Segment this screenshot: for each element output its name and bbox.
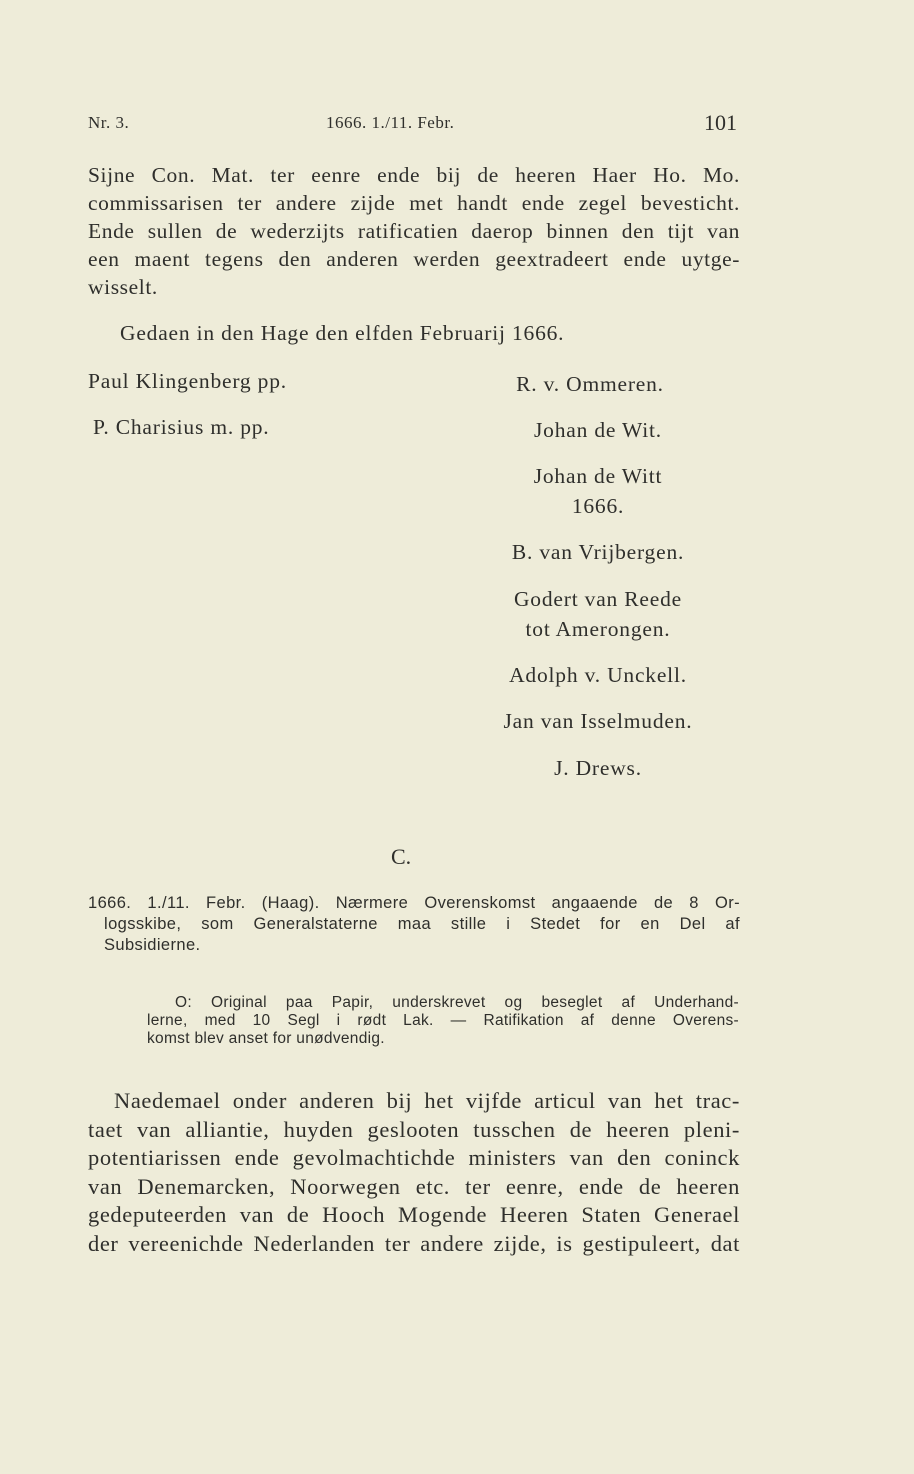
text-line: potentiarissen ende gevolmachtichde ministers van den coninck — [88, 1145, 740, 1170]
page-number: 101 — [704, 110, 737, 135]
main-paragraph — [88, 1087, 740, 1258]
text-line: Naedemael onder anderen bij het vijfde articul van het trac- — [114, 1088, 740, 1113]
text-line: gedeputeerden van de Hooch Mogende Heeren Staten Generael — [88, 1202, 740, 1227]
text-line: logsskibe, som Generalstaterne maa stille i Stedet for en Del af — [104, 915, 740, 933]
text-line: komst blev anset for unødvendig. — [147, 1030, 385, 1047]
signature-left: Paul Klingenberg pp. — [88, 369, 287, 393]
text-line: Sijne Con. Mat. ter eenre ende bij de heeren Haer Ho. Mo. — [88, 163, 740, 187]
signature-right: B. van Vrijbergen. — [511, 540, 685, 564]
signature-right: 1666. — [571, 494, 625, 518]
section-letter: C. — [391, 844, 412, 869]
text-line: een maent tegens den anderen werden geextradeert ende uytge- — [88, 247, 740, 271]
text-line: 1666. 1./11. Febr. (Haag). Nærmere Overenskomst angaaende de 8 Or- — [88, 894, 740, 912]
text-line: lerne, med 10 Segl i rødt Lak. — Ratifikation af denne Overens- — [147, 1012, 739, 1029]
source-note — [147, 994, 739, 1048]
running-header-left: Nr. 3. — [88, 113, 130, 132]
signature-right: Adolph v. Unckell. — [509, 663, 687, 687]
dateline: Gedaen in den Hage den elfden Februarij 1666. — [120, 321, 565, 345]
signature-right: R. v. Ommeren. — [516, 372, 664, 396]
signature-right: Johan de Witt — [533, 464, 663, 488]
text-line: taet van alliantie, huyden geslooten tusschen de heeren pleni- — [88, 1116, 740, 1142]
text-line: wisselt. — [88, 275, 158, 299]
signature-right: tot Amerongen. — [525, 617, 671, 641]
document-summary — [88, 893, 740, 956]
text-line: commissarisen ter andere zijde met handt ende zegel bevesticht. — [88, 191, 740, 215]
signature-right: Jan van Isselmuden. — [503, 709, 693, 733]
signature-left: P. Charisius m. pp. — [93, 415, 270, 439]
running-header-center: 1666. 1./11. Febr. — [326, 113, 455, 132]
signature-right: Godert van Reede — [513, 587, 682, 611]
top-paragraph — [88, 161, 740, 301]
text-line: Ende sullen de wederzijts ratificatien daerop binnen den tijt van — [88, 219, 740, 243]
text-line: der vereenichde Nederlanden ter andere zijde, is gestipuleert, dat — [88, 1230, 740, 1256]
signature-right: Johan de Wit. — [534, 418, 662, 442]
text-line: O: Original paa Papir, underskrevet og beseglet af Underhand- — [175, 994, 739, 1011]
text-line: van Denemarcken, Noorwegen etc. ter eenre, ende de heeren — [88, 1173, 740, 1199]
signature-right: J. Drews. — [554, 756, 642, 780]
text-line: Subsidierne. — [104, 936, 201, 954]
